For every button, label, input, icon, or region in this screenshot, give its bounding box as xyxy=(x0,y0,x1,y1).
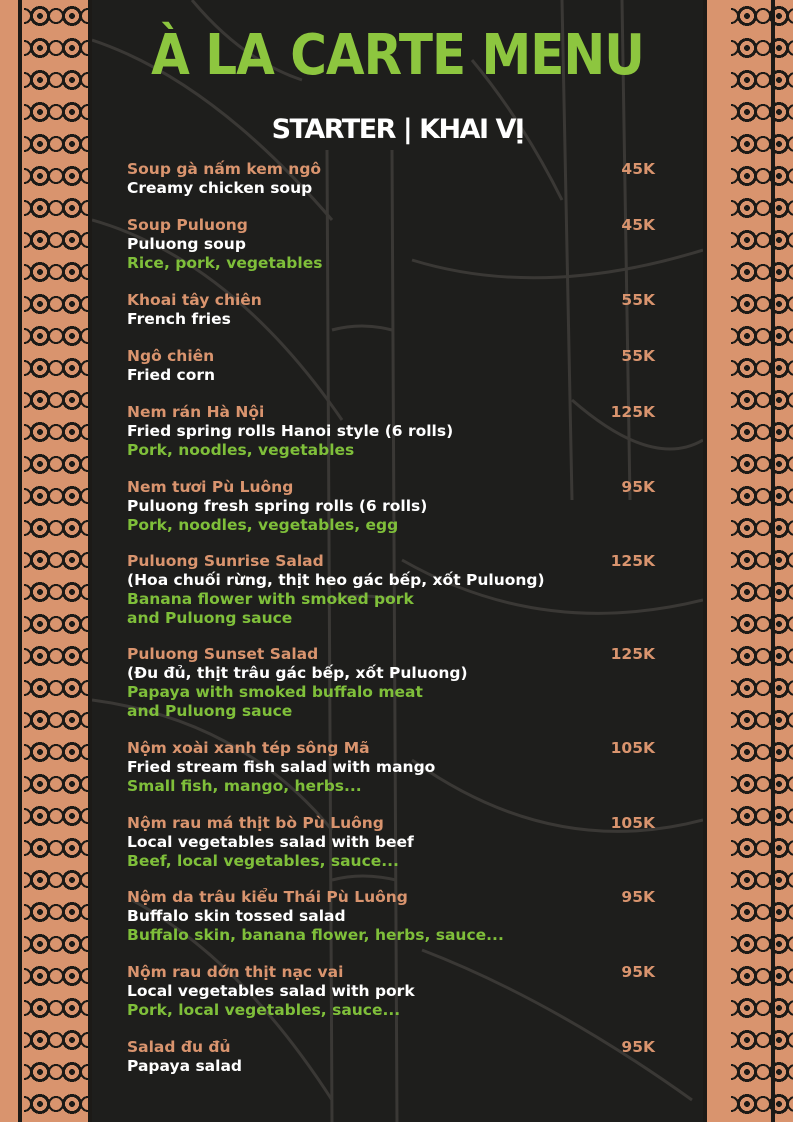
dish-name-english: Fried corn xyxy=(127,366,216,384)
dish-name-english: Creamy chicken soup xyxy=(127,179,313,197)
dish-price: 95K xyxy=(621,963,655,981)
menu-item xyxy=(127,814,667,871)
dish-name-english: Local vegetables salad with beef xyxy=(127,833,414,851)
dish-name-vietnamese: Puluong Sunrise Salad xyxy=(127,552,324,570)
menu-item xyxy=(127,963,667,1020)
menu-item xyxy=(127,1038,667,1076)
dish-name-english: (Đu đủ, thịt trâu gác bếp, xốt Puluong) xyxy=(127,664,468,682)
dish-name-vietnamese: Nộm xoài xanh tép sông Mã xyxy=(127,739,370,757)
dish-name-vietnamese: Nem rán Hà Nội xyxy=(127,403,265,421)
dish-name-english: French fries xyxy=(127,310,231,328)
left-edge-line xyxy=(18,0,22,1122)
menu-item xyxy=(127,160,667,198)
dish-name-vietnamese: Nem tươi Pù Luông xyxy=(127,478,294,496)
right-edge-line xyxy=(771,0,775,1122)
dish-price: 55K xyxy=(621,347,655,365)
dish-ingredients: Banana flower with smoked pork xyxy=(127,590,414,608)
menu-item xyxy=(127,347,667,385)
dish-name-vietnamese: Nộm rau má thịt bò Pù Luông xyxy=(127,814,384,832)
dish-name-vietnamese: Puluong Sunset Salad xyxy=(127,645,319,663)
dish-ingredients: and Puluong sauce xyxy=(127,608,293,627)
dish-name-english: Puluong soup xyxy=(127,235,246,253)
menu-item xyxy=(127,291,667,329)
dish-price: 105K xyxy=(610,739,655,757)
dish-name-english: Papaya salad xyxy=(127,1057,242,1075)
dish-ingredients: Buffalo skin, banana flower, herbs, sauce... xyxy=(127,926,504,944)
menu-item xyxy=(127,552,667,627)
dish-name-english: Puluong fresh spring rolls (6 rolls) xyxy=(127,497,428,515)
dish-price: 45K xyxy=(621,160,655,178)
dish-ingredients: and Puluong sauce xyxy=(127,701,293,720)
dish-name-english: Fried spring rolls Hanoi style (6 rolls) xyxy=(127,422,454,440)
dish-price: 55K xyxy=(621,291,655,309)
menu-title: À LA CARTE MENU xyxy=(151,22,644,88)
dish-name-vietnamese: Khoai tây chiên xyxy=(127,291,262,309)
dish-ingredients: Pork, local vegetables, sauce... xyxy=(127,1001,401,1019)
left-ornamental-border xyxy=(24,0,88,1122)
dish-name-vietnamese: Ngô chiên xyxy=(127,347,215,365)
dish-price: 45K xyxy=(621,216,655,234)
right-panel-line xyxy=(703,0,707,1122)
dish-name-english: Buffalo skin tossed salad xyxy=(127,907,346,925)
dish-name-english: Fried stream fish salad with mango xyxy=(127,758,436,776)
dish-name-vietnamese: Soup Puluong xyxy=(127,216,248,234)
dish-ingredients: Rice, pork, vegetables xyxy=(127,254,323,272)
dish-price: 105K xyxy=(610,814,655,832)
right-ornamental-border xyxy=(731,0,793,1122)
dish-name-vietnamese: Soup gà nấm kem ngô xyxy=(127,160,322,178)
dish-price: 125K xyxy=(610,645,655,663)
dish-price: 95K xyxy=(621,888,655,906)
dish-ingredients: Pork, noodles, vegetables xyxy=(127,441,355,459)
dish-name-english: Local vegetables salad with pork xyxy=(127,982,415,1000)
dish-name-vietnamese: Nộm rau dớn thịt nạc vai xyxy=(127,963,344,981)
dish-price: 125K xyxy=(610,552,655,570)
menu-item xyxy=(127,478,667,535)
dish-price: 95K xyxy=(621,478,655,496)
dish-price: 125K xyxy=(610,403,655,421)
dish-ingredients: Papaya with smoked buffalo meat xyxy=(127,683,423,701)
menu-panel xyxy=(92,0,703,1122)
dish-name-english: (Hoa chuối rừng, thịt heo gác bếp, xốt Puluong) xyxy=(127,571,545,589)
section-heading: STARTER | KHAI VỊ xyxy=(271,114,524,145)
dish-name-vietnamese: Nộm da trâu kiểu Thái Pù Luông xyxy=(127,888,408,906)
menu-item xyxy=(127,888,667,945)
dish-name-vietnamese: Salad đu đủ xyxy=(127,1038,231,1056)
menu-item xyxy=(127,216,667,273)
dish-ingredients: Small fish, mango, herbs... xyxy=(127,777,362,795)
menu-item xyxy=(127,645,667,720)
menu-item xyxy=(127,403,667,460)
dish-price: 95K xyxy=(621,1038,655,1056)
dish-ingredients: Beef, local vegetables, sauce... xyxy=(127,852,399,870)
menu-item xyxy=(127,739,667,796)
dish-ingredients: Pork, noodles, vegetables, egg xyxy=(127,516,399,534)
